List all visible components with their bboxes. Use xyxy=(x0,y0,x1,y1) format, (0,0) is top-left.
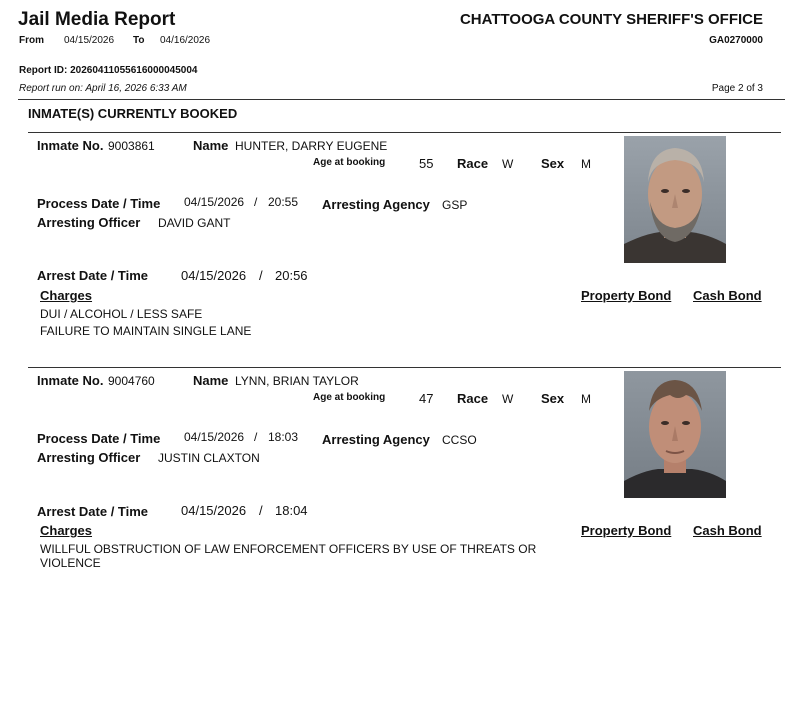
agency-value: CCSO xyxy=(442,433,477,447)
age-label: Age at booking xyxy=(313,392,386,403)
arrest-time: 20:56 xyxy=(275,268,308,283)
name-label: Name xyxy=(193,373,229,388)
name-value: HUNTER, DARRY EUGENE xyxy=(235,139,388,153)
record-divider xyxy=(28,367,781,368)
inmate-no-value: 9004760 xyxy=(108,374,155,388)
race-value: W xyxy=(502,392,514,406)
race-value: W xyxy=(502,157,514,171)
inmate-no-value: 9003861 xyxy=(108,139,155,153)
officer-label: Arresting Officer xyxy=(37,450,141,465)
officer-value: DAVID GANT xyxy=(158,216,231,230)
charges-label: Charges xyxy=(40,288,93,303)
arrest-date: 04/15/2026 xyxy=(181,268,247,283)
race-label: Race xyxy=(457,156,489,171)
report-title: Jail Media Report xyxy=(18,9,176,30)
sex-value: M xyxy=(581,157,591,171)
section-title: INMATE(S) CURRENTLY BOOKED xyxy=(28,106,238,121)
process-slash: / xyxy=(254,430,258,444)
agency-label: Arresting Agency xyxy=(322,197,430,212)
age-label: Age at booking xyxy=(313,157,386,168)
report-run-on: Report run on: April 16, 2026 6:33 AM xyxy=(19,83,187,94)
sex-label: Sex xyxy=(541,391,565,406)
agency-label: Arresting Agency xyxy=(322,432,430,447)
ori-code: GA0270000 xyxy=(709,35,763,46)
mugshot-photo xyxy=(624,136,726,263)
process-time: 18:03 xyxy=(268,430,299,444)
charges-label: Charges xyxy=(40,523,93,538)
from-label: From xyxy=(19,35,44,46)
cash-bond-label: Cash Bond xyxy=(693,523,762,538)
sex-value: M xyxy=(581,392,591,406)
inmate-no-label: Inmate No. xyxy=(37,373,104,388)
from-date: 04/15/2026 xyxy=(64,35,115,46)
charge-item: FAILURE TO MAINTAIN SINGLE LANE xyxy=(40,324,252,338)
property-bond-label: Property Bond xyxy=(581,523,672,538)
mugshot-photo xyxy=(624,371,726,498)
process-label: Process Date / Time xyxy=(37,431,161,446)
process-time: 20:55 xyxy=(268,195,299,209)
office-name: CHATTOOGA COUNTY SHERIFF'S OFFICE xyxy=(459,11,763,28)
property-bond-label: Property Bond xyxy=(581,288,672,303)
sex-label: Sex xyxy=(541,156,565,171)
arrest-slash: / xyxy=(259,268,263,283)
race-label: Race xyxy=(457,391,489,406)
process-date: 04/15/2026 xyxy=(184,430,245,444)
age-value: 55 xyxy=(419,156,434,171)
process-label: Process Date / Time xyxy=(37,196,161,211)
header-divider xyxy=(18,99,785,100)
page-number: Page 2 of 3 xyxy=(711,83,763,94)
arrest-date: 04/15/2026 xyxy=(181,503,247,518)
arrest-label: Arrest Date / Time xyxy=(37,268,149,283)
report-id: Report ID: 20260411055616000045004 xyxy=(19,65,198,76)
process-date: 04/15/2026 xyxy=(184,195,245,209)
to-date: 04/16/2026 xyxy=(160,35,211,46)
charge-item: DUI / ALCOHOL / LESS SAFE xyxy=(40,307,203,321)
officer-value: JUSTIN CLAXTON xyxy=(158,451,260,465)
charge-item: WILLFUL OBSTRUCTION OF LAW ENFORCEMENT OFFICERS BY USE OF THREATS OR xyxy=(40,542,537,556)
officer-label: Arresting Officer xyxy=(37,215,141,230)
to-label: To xyxy=(133,35,145,46)
inmate-no-label: Inmate No. xyxy=(37,138,104,153)
process-slash: / xyxy=(254,195,258,209)
name-value: LYNN, BRIAN TAYLOR xyxy=(235,374,359,388)
age-value: 47 xyxy=(419,391,434,406)
agency-value: GSP xyxy=(442,198,468,212)
arrest-label: Arrest Date / Time xyxy=(37,504,149,519)
name-label: Name xyxy=(193,138,229,153)
cash-bond-label: Cash Bond xyxy=(693,288,762,303)
arrest-time: 18:04 xyxy=(275,503,308,518)
charge-item: VIOLENCE xyxy=(40,556,101,570)
section-divider xyxy=(28,132,781,133)
arrest-slash: / xyxy=(259,503,263,518)
